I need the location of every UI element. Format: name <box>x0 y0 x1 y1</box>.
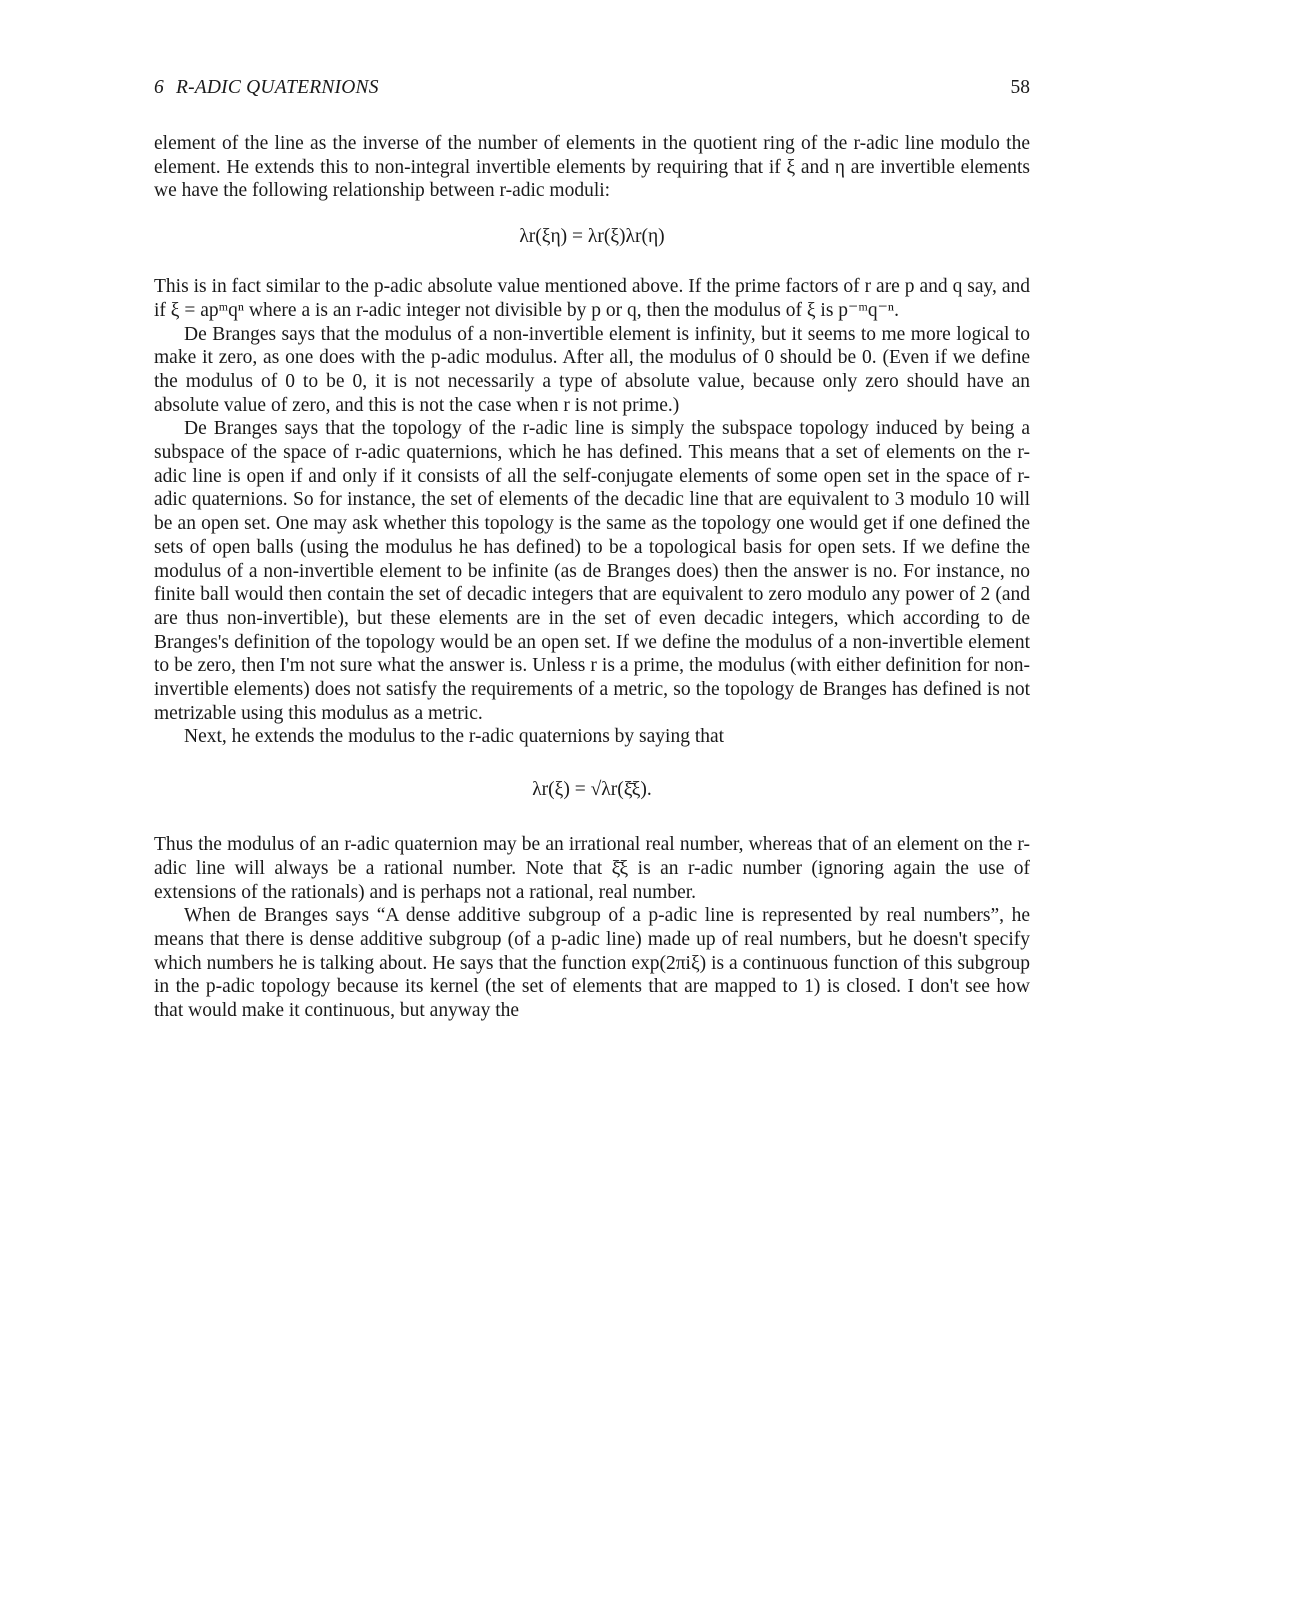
paragraph-6: Thus the modulus of an r-adic quaternion may be an irrational real number, whereas that of an element on the r-adic line will always be a rational number. Note that ξ̄ξ is an r-adic number (ignoring again the use of extensions of the rationals) and is perhaps not a rational, real number. <box>154 834 1030 903</box>
page-number: 58 <box>1010 77 1030 98</box>
paragraph-3: De Branges says that the modulus of a non-invertible element is infinity, but it seems to me more logical to make it zero, as one does with the p-adic modulus. After all, the modulus of 0 should be 0. (Even if we define the modulus of 0 to be 0, it is not necessarily a type of absolute value, because only zero should have an absolute value of zero, and this is not the case when r is not prime.) <box>154 323 1030 416</box>
section-title: R-ADIC QUATERNIONS <box>175 77 379 98</box>
equation-modulus-product: λr(ξη) = λr(ξ)λr(η) <box>519 226 665 248</box>
section-number: 6 <box>154 77 164 98</box>
paragraph-7: When de Branges says “A dense additive subgroup of a p-adic line is represented by real numbers”, he means that there is dense additive subgroup (of a p-adic line) made up of real numbers, but he doesn't specify which numbers he is talking about. He says that the function exp(2πiξ) is a continuous function of this subgroup in the p-adic topology because its kernel (the set of elements that are mapped to 1) is closed. I don't see how that would make it continuous, but anyway the <box>154 905 1030 1022</box>
section-heading <box>154 77 379 99</box>
running-header <box>154 77 1030 105</box>
equation-quaternion-modulus: λr(ξ) = √λr(ξ̄ξ). <box>532 779 652 801</box>
paragraph-1: element of the line as the inverse of the number of elements in the quotient ring of the r-adic line modulo the element. He extends this to non-integral invertible elements by requiring that if ξ and η are invertible elements we have the following relationship between r-adic moduli: <box>154 133 1030 202</box>
paragraph-5: Next, he extends the modulus to the r-adic quaternions by saying that <box>184 726 725 748</box>
paragraph-4: De Branges says that the topology of the r-adic line is simply the subspace topology induced by being a subspace of the space of r-adic quaternions, which he has defined. This means that a set of elements on the r-adic line is open if and only if it consists of all the self-conjugate elements of some open set in the space of r-adic quaternions. So for instance, the set of elements of the decadic line that are equivalent to 3 modulo 10 will be an open set. One may ask whether this topology is the same as the topology one would get if one defined the sets of open balls (using the modulus he has defined) to be a topological basis for open sets. If we define the modulus of a non-invertible element to be infinite (as de Branges does) then the answer is no. For instance, no finite ball would then contain the set of decadic integers that are equivalent to zero modulo any power of 2 (and are thus non-invertible), but these elements are in the set of even decadic integers, which according to de Branges's definition of the topology would be an open set. If we define the modulus of a non-invertible element to be zero, then I'm not sure what the answer is. Unless r is a prime, the modulus (with either definition for non-invertible elements) does not satisfy the requirements of a metric, so the topology de Branges has defined is not metrizable using this modulus as a metric. <box>154 418 1030 724</box>
body-text <box>154 132 1030 1023</box>
paragraph-2: This is in fact similar to the p-adic absolute value mentioned above. If the prime factors of r are p and q say, and if ξ = apᵐqⁿ where a is an r-adic integer not divisible by p or q, then the modulus of ξ is p⁻ᵐq⁻ⁿ. <box>154 276 1030 321</box>
